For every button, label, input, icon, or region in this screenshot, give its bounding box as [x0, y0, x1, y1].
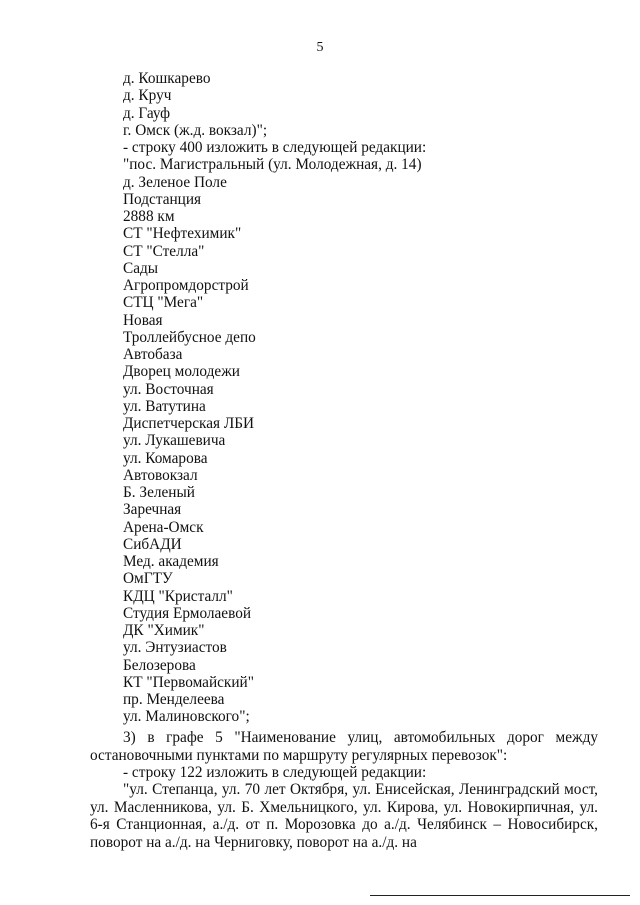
stop-list-item: ул. Комарова: [123, 449, 208, 467]
stop-list-item: ул. Малиновского";: [123, 708, 250, 726]
stop-list-item: д. Круч: [123, 87, 172, 105]
stop-list-item: пр. Менделеева: [123, 691, 225, 708]
stop-list-item: ул. Лукашевича: [123, 432, 226, 450]
stop-list-item: Мед. академия: [123, 553, 219, 570]
stop-list-item: "пос. Магистральный (ул. Молодежная, д. 14): [123, 156, 422, 174]
stop-list-item: Подстанция: [123, 190, 202, 208]
paragraph-row-122-text: "ул. Степанца, ул. 70 лет Октября, ул. Енисейская, Ленинградский мост, ул. Масленникова, ул. Б. Хмельницкого, ул. Кирова, ул. Новокирпичная, ул. 6-я Станционная, а./д. от п. Морозовка до а./д. Челябинск – Новосибирск, поворот на а./д. на Черниговку, поворот на а./д. на: [90, 781, 598, 851]
stop-list-item: Новая: [123, 311, 163, 329]
stop-list-item: Диспетчерская ЛБИ: [123, 415, 255, 432]
stop-list-item: Дворец молодежи: [123, 363, 240, 381]
stop-list-item: ул. Ватутина: [123, 397, 206, 415]
stop-list-item: д. Зеленое Поле: [123, 173, 227, 191]
stop-list-item: - строку 400 изложить в следующей редакции:: [123, 139, 427, 156]
page-number: 5: [316, 40, 324, 55]
stop-list-item: Заречная: [123, 501, 182, 519]
stop-list-item: Сады: [123, 259, 159, 277]
stop-list-item: Арена-Омск: [123, 518, 204, 536]
stop-list-item: д. Гауф: [123, 104, 171, 122]
stop-list-item: СТ "Нефтехимик": [123, 225, 242, 243]
stop-list-item: СТЦ "Мега": [123, 294, 204, 312]
stop-list-item: Автобаза: [123, 346, 183, 363]
stop-list-item: д. Кошкарево: [123, 70, 211, 87]
stop-list-item: г. Омск (ж.д. вокзал)";: [123, 121, 268, 139]
stop-list-item: Б. Зеленый: [123, 484, 195, 501]
stop-list-item: СТ "Стелла": [123, 242, 205, 260]
stop-list-item: Белозерова: [123, 656, 196, 674]
stop-list-item: КДЦ "Кристалл": [123, 587, 233, 605]
stop-list-item: ул. Энтузиастов: [123, 639, 227, 657]
stop-list-item: ул. Восточная: [123, 380, 214, 398]
stop-list-item: ДК "Химик": [123, 622, 205, 639]
stops-list: [123, 70, 426, 726]
paragraph-item-3: 3) в графе 5 "Наименование улиц, автомобильных дорог между остановочными пунктами по маршруту регулярных перевозок":: [90, 729, 598, 764]
stop-list-item: 2888 км: [123, 208, 175, 225]
footer-divider: [370, 895, 630, 896]
paragraph-row-122-intro: - строку 122 изложить в следующей редакции:: [123, 764, 427, 781]
stop-list-item: Автовокзал: [123, 466, 198, 484]
stop-list-item: СибАДИ: [123, 535, 182, 553]
stop-list-item: Студия Ермолаевой: [123, 604, 252, 622]
stop-list-item: Троллейбусное депо: [123, 328, 256, 346]
stop-list-item: Агропромдорстрой: [123, 277, 249, 294]
stop-list-item: ОмГТУ: [123, 570, 173, 588]
stop-list-item: КТ "Первомайский": [123, 673, 254, 691]
